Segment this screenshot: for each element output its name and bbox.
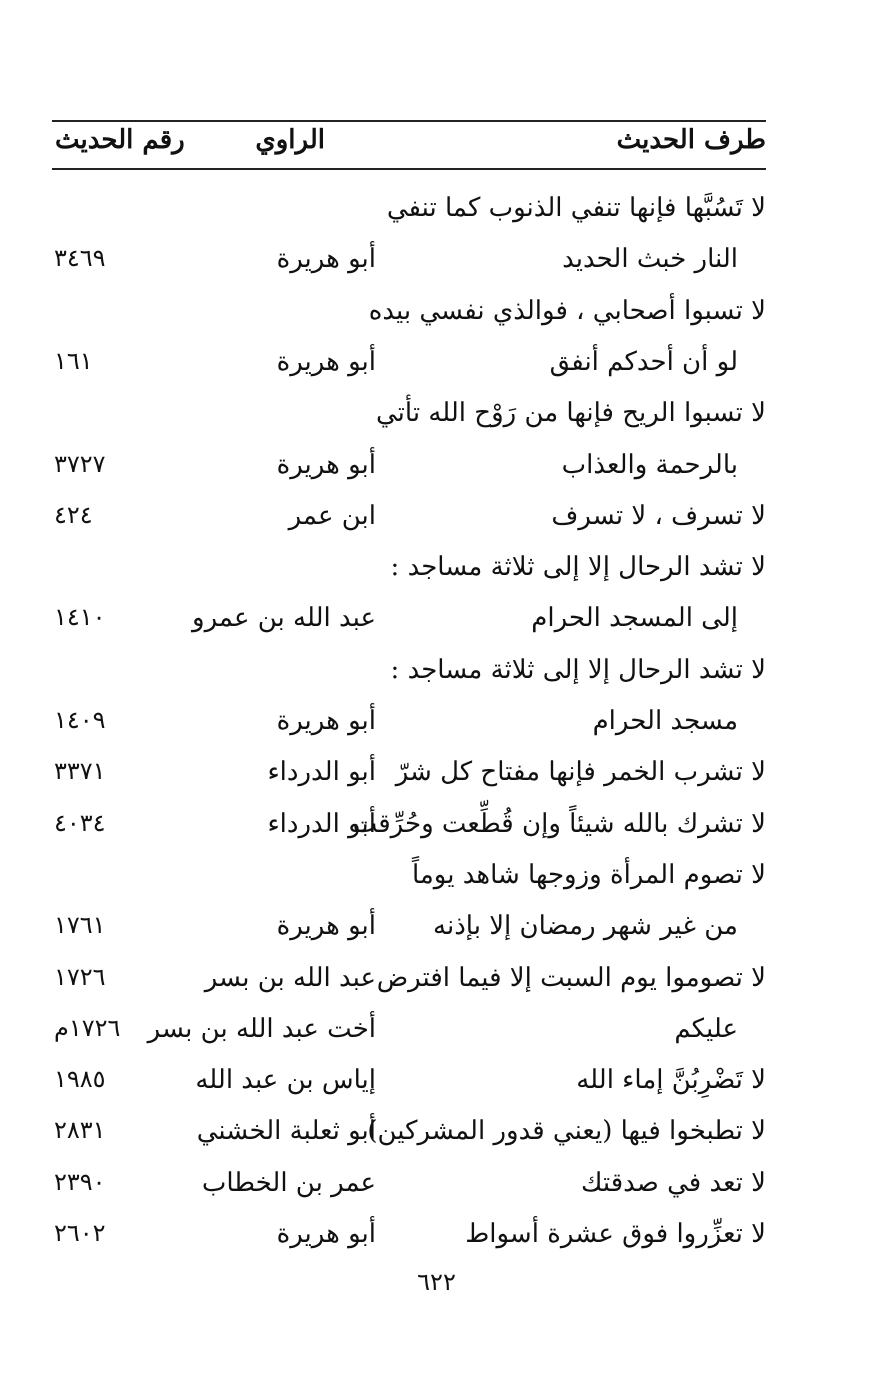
hadith-excerpt: بالرحمة والعذاب xyxy=(561,449,738,480)
narrator: أبو هريرة xyxy=(276,449,376,480)
hadith-excerpt: لا تَسُبَّها فإنها تنفي الذنوب كما تنفي xyxy=(386,193,766,223)
table-row xyxy=(52,809,766,861)
hadith-excerpt: مسجد الحرام xyxy=(592,706,738,736)
narrator: أبو الدرداء xyxy=(267,757,376,788)
narrator: أبو هريرة xyxy=(276,346,376,377)
narrator: أبو هريرة xyxy=(276,706,376,736)
hadith-number: ٢٨٣١ xyxy=(54,1116,106,1145)
hadith-excerpt: لا تَضْرِبُنَّ إماء الله xyxy=(576,1065,766,1096)
hadith-excerpt: لا تشرب الخمر فإنها مفتاح كل شرّ xyxy=(395,757,766,788)
narrator: عبد الله بن عمرو xyxy=(192,603,376,634)
hadith-excerpt: لا تعزِّروا فوق عشرة أسواط xyxy=(465,1219,766,1249)
hadith-number: ٣٧٢٧ xyxy=(54,449,106,478)
narrator: إياس بن عبد الله xyxy=(195,1065,376,1096)
hadith-number: ١٧٢٦م xyxy=(54,1013,121,1042)
hadith-number: ١٦١ xyxy=(54,346,93,375)
table-row xyxy=(52,244,766,296)
header-narrator: الراوي xyxy=(255,125,325,155)
table-row xyxy=(52,1065,766,1117)
hadith-number: ٤٠٣٤ xyxy=(54,808,106,837)
hadith-number: ٢٦٠٢ xyxy=(54,1219,106,1247)
narrator: عمر بن الخطاب xyxy=(201,1167,376,1198)
hadith-number: ٤٢٤ xyxy=(54,500,93,529)
header-hadith-excerpt: طرف الحديث xyxy=(616,125,766,155)
table-row xyxy=(52,1014,766,1066)
hadith-excerpt: عليكم xyxy=(674,1013,738,1044)
narrator: أخت عبد الله بن بسر xyxy=(147,1013,376,1044)
hadith-excerpt: لا تعد في صدقتك xyxy=(580,1167,766,1198)
hadith-excerpt: إلى المسجد الحرام xyxy=(531,603,738,634)
table-row xyxy=(52,655,766,707)
hadith-excerpt: لا تسرف ، لا تسرف xyxy=(551,500,766,531)
table-row xyxy=(52,552,766,604)
header-rule xyxy=(52,168,766,170)
narrator: ابن عمر xyxy=(288,500,376,531)
hadith-excerpt: لا تصوم المرأة وزوجها شاهد يوماً xyxy=(411,859,766,890)
hadith-excerpt: لا تطبخوا فيها (يعني قدور المشركين) xyxy=(367,1116,766,1147)
hadith-number: ٣٣٧١ xyxy=(54,757,106,786)
table-row xyxy=(52,1116,766,1168)
hadith-number: ١٩٨٥ xyxy=(54,1065,106,1094)
narrator: أبو الدرداء xyxy=(267,808,376,839)
hadith-excerpt: لا تشد الرحال إلا إلى ثلاثة مساجد : xyxy=(390,552,766,583)
table-row xyxy=(52,1168,766,1220)
table-row xyxy=(52,706,766,758)
table-row xyxy=(52,450,766,502)
hadith-number: ١٤٠٩ xyxy=(54,706,106,734)
hadith-excerpt: لو أن أحدكم أنفق xyxy=(549,346,738,377)
table-row xyxy=(52,911,766,963)
hadith-number: ٣٤٦٩ xyxy=(54,244,106,273)
table-row xyxy=(52,603,766,655)
hadith-number: ١٤١٠ xyxy=(54,603,106,632)
hadith-excerpt: النار خبث الحديد xyxy=(562,244,738,275)
hadith-excerpt: لا تشرك بالله شيئاً وإن قُطِّعت وحُرِّقت xyxy=(352,808,766,839)
table-row xyxy=(52,1219,766,1271)
table-row xyxy=(52,501,766,553)
hadith-excerpt: من غير شهر رمضان إلا بإذنه xyxy=(433,911,738,942)
narrator: عبد الله بن بسر xyxy=(204,962,376,993)
hadith-number: ١٧٢٦ xyxy=(54,962,106,991)
header-hadith-number: رقم الحديث xyxy=(55,125,185,155)
table-row xyxy=(52,398,766,450)
table-row xyxy=(52,757,766,809)
hadith-number: ١٧٦١ xyxy=(54,911,106,940)
hadith-excerpt: لا تشد الرحال إلا إلى ثلاثة مساجد : xyxy=(390,654,766,685)
narrator: أبو ثعلبة الخشني xyxy=(196,1116,376,1147)
top-rule xyxy=(52,120,766,122)
table-row xyxy=(52,347,766,399)
hadith-excerpt: لا تسبوا الريح فإنها من رَوْح الله تأتي xyxy=(376,398,766,429)
narrator: أبو هريرة xyxy=(276,911,376,942)
table-row xyxy=(52,963,766,1015)
page-number: ٦٢٢ xyxy=(417,1268,456,1296)
hadith-excerpt: لا تصوموا يوم السبت إلا فيما افترض xyxy=(376,962,766,993)
narrator: أبو هريرة xyxy=(276,1219,376,1249)
table-row xyxy=(52,860,766,912)
hadith-number: ٢٣٩٠ xyxy=(54,1167,106,1196)
table-row xyxy=(52,296,766,348)
narrator: أبو هريرة xyxy=(276,244,376,275)
table-row xyxy=(52,193,766,245)
hadith-excerpt: لا تسبوا أصحابي ، فوالذي نفسي بيده xyxy=(368,295,766,326)
